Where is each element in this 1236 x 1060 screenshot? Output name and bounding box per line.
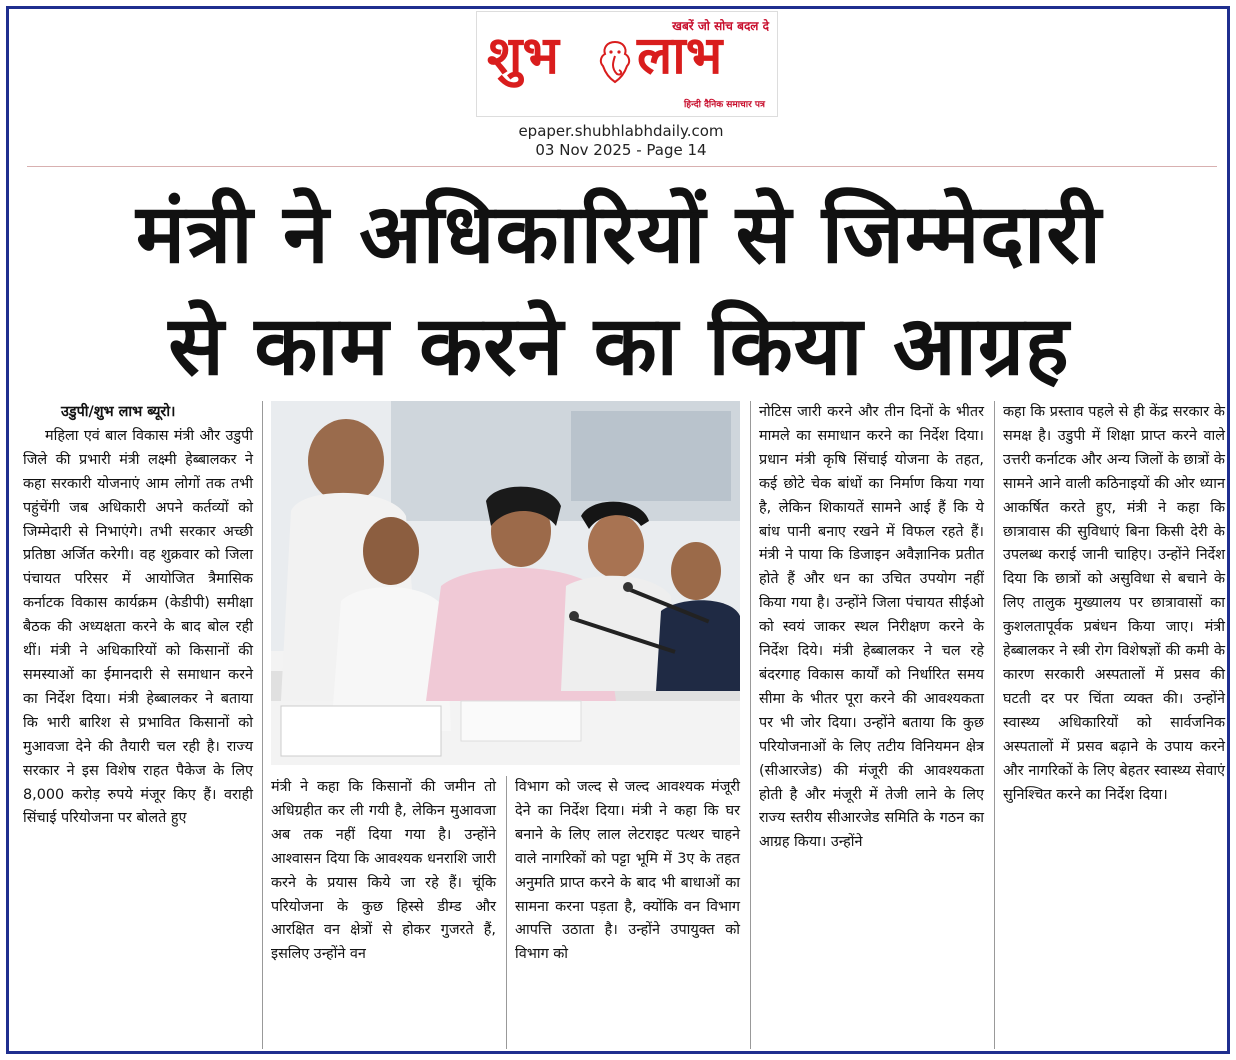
ganesha-icon (595, 38, 635, 86)
article-byline: उडुपी/शुभ लाभ ब्यूरो। (61, 404, 176, 420)
column-2-text: मंत्री ने कहा कि किसानों की जमीन तो अधिग्रहीत कर ली गयी है, लेकिन मुआवजा अब तक नहीं दिया गया है। उन्होंने आश्वासन दिया कि आवश्यक धनराशि जारी करने के प्रयास किये जा रहे हैं। चूंकि परियोजना के कुछ हिस्से डीम्ड और आरक्षित वन क्षेत्रों से होकर गुजरते हैं, इसलिए उन्होंने वन (271, 779, 496, 963)
column-4-text: नोटिस जारी करने और तीन दिनों के भीतर मामले का समाधान करने का निर्देश दिया। प्रधान मंत्री कृषि सिंचाई योजना के तहत, कई छोटे चेक बांधों का निर्माण किया गया है, लेकिन शिकायतें सामने आई हैं कि ये बांध पानी बनाए रखने में विफल रहते हैं। मंत्री ने पाया कि डिजाइन अवैज्ञानिक प्रतीत होते हैं और धन का उचित उपयोग नहीं किया गया है। उन्होंने जिला पंचायत सीईओ को स्वयं जाकर स्थल निरीक्षण करने के निर्देश दिये। मंत्री हेब्बालकर ने चल रहे बंदरगाह विकास कार्यों को निर्धारित समय सीमा के भीतर पूरा करने की आवश्यकता पर भी जोर दिया। उन्होंने बताया कि कुछ परियोजनाओं के लिए तटीय विनियमन क्षेत्र (सीआरजेड) की मंजूरी की आवश्यकता होती है और मंजूरी में तेजी लाने के लिए राज्य स्तरीय सीआरजेड समिति के गठन का आग्रह किया। उन्होंने (759, 404, 984, 851)
page-frame (6, 6, 1230, 1054)
header-divider (27, 166, 1217, 167)
column-divider (262, 401, 263, 1049)
article-column-3 (515, 776, 740, 967)
meeting-photo (271, 401, 740, 765)
column-divider (506, 776, 507, 1049)
masthead-subtag: हिन्दी दैनिक समाचार पत्र (683, 100, 765, 110)
epaper-site-link[interactable]: epaper.shubhlabhdaily.com (518, 122, 724, 140)
masthead-tagline: खबरें जो सोच बदल दे (672, 19, 769, 33)
column-divider (750, 401, 751, 1049)
article-column-5 (1003, 401, 1225, 807)
column-3-text: विभाग को जल्द से जल्द आवश्यक मंजूरी देने का निर्देश दिया। मंत्री ने कहा कि घर बनाने के लिए लाल लेटराइट पत्थर चाहने वाले नागरिकों को पट्टा भूमि में 3ए के तहत अनुमति प्राप्त करने के बाद भी बाधाओं का सामना करना पड़ता है, क्योंकि वन विभाग आपत्ति उठाता है। उन्होंने उपायुक्त को विभाग को (515, 779, 740, 963)
logo-word-shubh: शुभ (487, 25, 559, 86)
column-1-text: महिला एवं बाल विकास मंत्री और उडुपी जिले की प्रभारी मंत्री लक्ष्मी हेब्बालकर ने कहा सरकारी योजनाएं आम लोगों तक तभी पहुंचेंगी जब अधिकारी अपने कर्तव्यों को जिम्मेदारी से निभाएंगे। तभी सरकार अच्छी प्रतिष्ठा अर्जित करेगी। वह शुक्रवार को जिला पंचायत परिसर में आयोजित त्रैमासिक कर्नाटक विकास कार्यक्रम (केडीपी) समीक्षा बैठक की अध्यक्षता करने के बाद बोल रही थीं। मंत्री ने अधिकारियों को किसानों की समस्याओं का ईमानदारी से समाधान करने का निर्देश दिया। मंत्री हेब्बालकर ने बताया कि भारी बारिश से प्रभावित किसानों को मुआवजा देने की तैयारी चल रही है। राज्य सरकार ने इस विशेष राहत पैकेज के लिए 8,000 करोड़ रुपये मंजूर किए हैं। वराही सिंचाई परियोजना पर बोलते हुए (23, 427, 253, 827)
headline-line-1: मंत्री ने अधिकारियों से जिम्मेदारी (136, 187, 1102, 282)
masthead-logo[interactable] (476, 11, 778, 117)
article-column-2 (271, 776, 496, 967)
logo-word-labh: लाभ (637, 25, 723, 86)
article-column-1 (23, 401, 253, 831)
article-headline (29, 179, 1209, 403)
edition-date-page: 03 Nov 2025 - Page 14 (535, 141, 707, 159)
column-divider (994, 401, 995, 1049)
meeting-photo-illustration (271, 401, 740, 765)
headline-line-2: से काम करने का किया आग्रह (168, 299, 1070, 394)
article-column-4 (759, 401, 984, 855)
column-5-text: कहा कि प्रस्ताव पहले से ही केंद्र सरकार के समक्ष है। उडुपी में शिक्षा प्राप्त करने वाले उत्तरी कर्नाटक और अन्य जिलों के छात्रों के सामने आने वाली कठिनाइयों की ओर ध्यान आकर्षित करते हुए, मंत्री ने कहा कि छात्रावास की सुविधाएं बिना किसी देरी के उपलब्ध कराई जानी चाहिए। उन्होंने निर्देश दिया कि छात्रों को असुविधा से बचाने के लिए तालुक मुख्यालय पर छात्रावासों का कुशलतापूर्वक प्रबंधन किया जाए। मंत्री हेब्बालकर ने स्त्री रोग विशेषज्ञों की कमी के कारण सरकारी अस्पतालों में प्रसव की घटती दर पर चिंता व्यक्त की। उन्होंने स्वास्थ्य अधिकारियों को सार्वजनिक अस्पतालों में प्रसव बढ़ाने के उपाय करने और नागरिकों के लिए बेहतर स्वास्थ्य सेवाएं सुनिश्चित करने का निर्देश दिया। (1003, 404, 1225, 803)
